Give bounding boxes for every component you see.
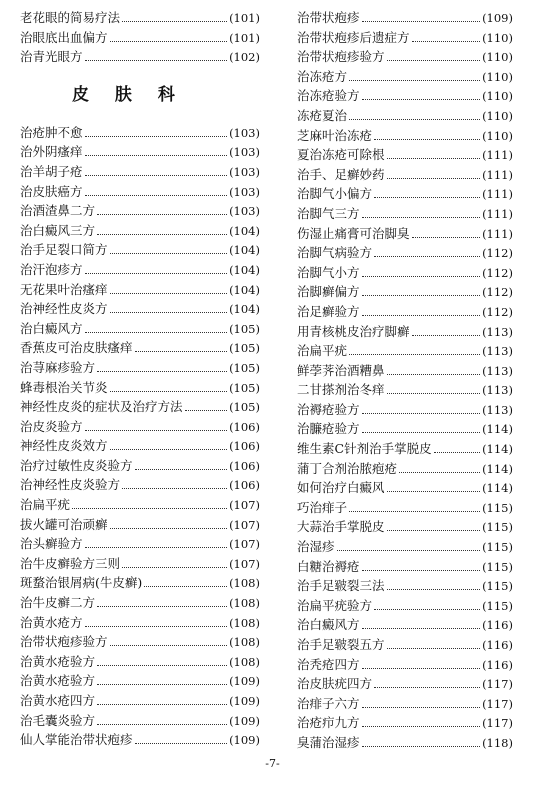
toc-entry <box>20 613 260 633</box>
toc-entry <box>20 515 260 535</box>
toc-entry <box>297 184 513 204</box>
toc-entry <box>20 397 260 417</box>
toc-entry <box>297 106 513 126</box>
entry-title: 伤湿止痛膏可治脚臭 <box>297 225 410 241</box>
dot-leader <box>362 668 481 669</box>
entry-page-number: (115) <box>482 598 513 613</box>
toc-entry <box>20 671 260 691</box>
entry-page-number: (108) <box>229 654 260 669</box>
entry-page-number: (103) <box>229 184 260 199</box>
entry-title: 芝麻叶治冻疮 <box>297 127 373 143</box>
entry-page-number: (117) <box>482 696 513 711</box>
toc-entry <box>20 162 260 182</box>
entry-page-number: (110) <box>482 89 513 104</box>
entry-page-number: (115) <box>482 559 513 574</box>
dot-leader <box>362 315 481 316</box>
dot-leader <box>97 684 227 685</box>
dot-leader <box>97 214 227 215</box>
toc-entry <box>20 182 260 202</box>
toc-entry <box>297 165 513 185</box>
entry-page-number: (104) <box>229 262 260 277</box>
toc-entry <box>297 322 513 342</box>
right-column <box>297 8 513 753</box>
entry-title: 治秃疮四方 <box>297 656 360 672</box>
entry-title: 治白癜风三方 <box>20 222 96 238</box>
entry-title: 维生素C针剂治手掌脱皮 <box>297 441 432 457</box>
entry-title: 蒲丁合剂治脓疱疮 <box>297 460 398 476</box>
toc-entry <box>297 478 513 498</box>
dot-leader <box>110 253 228 254</box>
dot-leader <box>362 295 481 296</box>
entry-page-number: (109) <box>229 713 260 728</box>
dot-leader <box>110 528 228 529</box>
entry-page-number: (115) <box>482 520 513 535</box>
dot-leader <box>97 234 227 235</box>
entry-title: 治疮肿不愈 <box>20 124 83 140</box>
entry-title: 仙人掌能治带状疱疹 <box>20 732 133 748</box>
toc-entry <box>20 28 260 48</box>
dot-leader <box>85 155 228 156</box>
entry-page-number: (108) <box>229 596 260 611</box>
entry-title: 冻疮夏治 <box>297 107 348 123</box>
dot-leader <box>362 99 481 100</box>
toc-entry <box>20 123 260 143</box>
toc-entry <box>297 733 513 753</box>
dot-leader <box>85 60 228 61</box>
entry-page-number: (106) <box>229 458 260 473</box>
dot-leader <box>85 136 228 137</box>
entry-title: 鲜荸荠治酒糟鼻 <box>297 362 385 378</box>
entry-title: 神经性皮炎的症状及治疗方法 <box>20 399 183 415</box>
entry-title: 治眼底出血偏方 <box>20 29 108 45</box>
dot-leader <box>85 195 228 196</box>
entry-page-number: (111) <box>482 148 513 163</box>
entry-title: 治手足皲裂三法 <box>297 578 385 594</box>
dot-leader <box>72 508 227 509</box>
page-number: -7- <box>265 757 280 770</box>
toc-entry <box>297 8 513 28</box>
entry-title: 治羊胡子疮 <box>20 163 83 179</box>
dot-leader <box>362 707 481 708</box>
dot-leader <box>387 374 481 375</box>
dot-leader <box>387 530 481 531</box>
dot-leader <box>362 217 481 218</box>
entry-title: 治黄水疮验方 <box>20 673 96 689</box>
entry-title: 治白癜风方 <box>297 617 360 633</box>
dot-leader <box>362 276 481 277</box>
toc-entry <box>297 713 513 733</box>
dot-leader <box>122 567 227 568</box>
entry-page-number: (114) <box>482 481 513 496</box>
dot-leader <box>85 332 228 333</box>
toc-entry <box>297 537 513 557</box>
dot-leader <box>399 472 480 473</box>
toc-entry <box>297 517 513 537</box>
toc-entry <box>20 632 260 652</box>
entry-title: 蜂毒根治关节炎 <box>20 379 108 395</box>
dot-leader <box>412 237 481 238</box>
entry-title: 治冻疮方 <box>297 68 348 84</box>
toc-entry <box>297 28 513 48</box>
entry-title: 治酒渣鼻二方 <box>20 203 96 219</box>
dot-leader <box>337 550 481 551</box>
toc-entry <box>20 436 260 456</box>
dot-leader <box>349 511 480 512</box>
toc-entry <box>297 635 513 655</box>
entry-title: 治神经性皮炎方 <box>20 301 108 317</box>
toc-entry <box>297 674 513 694</box>
toc-entry <box>20 593 260 613</box>
entry-page-number: (114) <box>482 422 513 437</box>
toc-entry <box>297 243 513 263</box>
entry-title: 治脚癣偏方 <box>297 284 360 300</box>
entry-title: 神经性皮炎效方 <box>20 438 108 454</box>
entry-page-number: (114) <box>482 461 513 476</box>
left-entries-bottom <box>20 123 260 750</box>
dot-leader <box>387 589 481 590</box>
entry-page-number: (115) <box>482 579 513 594</box>
dot-leader <box>349 354 480 355</box>
entry-page-number: (105) <box>229 400 260 415</box>
entry-title: 治冻疮验方 <box>297 88 360 104</box>
entry-page-number: (112) <box>482 246 513 261</box>
entry-title: 治皮肤癌方 <box>20 183 83 199</box>
entry-page-number: (111) <box>482 226 513 241</box>
toc-entry <box>20 534 260 554</box>
dot-leader <box>374 197 480 198</box>
entry-title: 夏治冻疮可除根 <box>297 147 385 163</box>
toc-entry <box>297 557 513 577</box>
toc-entry <box>297 224 513 244</box>
dot-leader <box>387 648 481 649</box>
dot-leader <box>387 491 481 492</box>
toc-entry <box>297 419 513 439</box>
entry-title: 治足癣验方 <box>297 303 360 319</box>
entry-title: 大蒜治手掌脱皮 <box>297 519 385 535</box>
entry-title: 治青光眼方 <box>20 49 83 65</box>
entry-page-number: (106) <box>229 419 260 434</box>
entry-title: 治疗过敏性皮炎验方 <box>20 457 133 473</box>
entry-title: 治手、足癣妙药 <box>297 166 385 182</box>
entry-title: 治脚气小偏方 <box>297 186 373 202</box>
dot-leader <box>85 547 228 548</box>
dot-leader <box>412 41 481 42</box>
toc-entry <box>20 691 260 711</box>
dot-leader <box>362 570 481 571</box>
entry-page-number: (104) <box>229 282 260 297</box>
entry-title: 治扁平疣 <box>20 497 71 513</box>
toc-entry <box>20 142 260 162</box>
dot-leader <box>135 469 228 470</box>
toc-entry <box>297 459 513 479</box>
toc-entry <box>297 282 513 302</box>
entry-page-number: (115) <box>482 500 513 515</box>
entry-page-number: (103) <box>229 204 260 219</box>
toc-entry <box>297 263 513 283</box>
entry-title: 治手足裂口简方 <box>20 242 108 258</box>
dot-leader <box>110 41 228 42</box>
entry-page-number: (106) <box>229 439 260 454</box>
entry-page-number: (111) <box>482 187 513 202</box>
dot-leader <box>110 293 228 294</box>
dot-leader <box>349 80 480 81</box>
dot-leader <box>374 256 480 257</box>
entry-title: 治疮疖九方 <box>297 715 360 731</box>
dot-leader <box>362 432 481 433</box>
entry-page-number: (108) <box>229 635 260 650</box>
entry-page-number: (105) <box>229 380 260 395</box>
toc-entry <box>297 576 513 596</box>
toc-entry <box>297 204 513 224</box>
dot-leader <box>110 391 228 392</box>
entry-page-number: (113) <box>482 383 513 398</box>
entry-page-number: (110) <box>482 128 513 143</box>
dot-leader <box>110 312 228 313</box>
entry-page-number: (117) <box>482 677 513 692</box>
entry-page-number: (109) <box>229 674 260 689</box>
entry-page-number: (115) <box>482 540 513 555</box>
dot-leader <box>362 628 481 629</box>
entry-page-number: (110) <box>482 30 513 45</box>
entry-page-number: (111) <box>482 167 513 182</box>
dot-leader <box>362 413 481 414</box>
left-entries-top <box>20 8 260 67</box>
entry-title: 治荨麻疹验方 <box>20 359 96 375</box>
toc-entry <box>20 495 260 515</box>
dot-leader <box>97 704 227 705</box>
entry-title: 治扁平疣验方 <box>297 597 373 613</box>
toc-entry <box>20 730 260 750</box>
toc-entry <box>20 338 260 358</box>
toc-entry <box>297 86 513 106</box>
toc-entry <box>297 615 513 635</box>
toc-entry <box>20 358 260 378</box>
entry-title: 如何治疗白癜风 <box>297 480 385 496</box>
toc-entry <box>20 280 260 300</box>
entry-page-number: (113) <box>482 344 513 359</box>
dot-leader <box>412 335 481 336</box>
dot-leader <box>110 449 228 450</box>
entry-page-number: (114) <box>482 442 513 457</box>
dot-leader <box>97 606 227 607</box>
entry-page-number: (106) <box>229 478 260 493</box>
entry-title: 治神经性皮炎验方 <box>20 477 121 493</box>
entry-page-number: (118) <box>482 735 513 750</box>
toc-entry <box>20 711 260 731</box>
entry-title: 治头癣验方 <box>20 536 83 552</box>
dot-leader <box>85 626 228 627</box>
entry-page-number: (112) <box>482 304 513 319</box>
entry-title: 治扁平疣 <box>297 343 348 359</box>
dot-leader <box>135 743 228 744</box>
entry-page-number: (105) <box>229 341 260 356</box>
entry-page-number: (109) <box>229 694 260 708</box>
entry-title: 治皮肤疣四方 <box>297 676 373 692</box>
toc-entry <box>297 361 513 381</box>
dot-leader <box>374 609 480 610</box>
dot-leader <box>374 687 480 688</box>
entry-page-number: (108) <box>229 615 260 630</box>
entry-title: 无花果叶治瘙痒 <box>20 281 108 297</box>
dot-leader <box>374 139 480 140</box>
entry-title: 治黄水疮四方 <box>20 693 96 708</box>
toc-entry <box>297 694 513 714</box>
dot-leader <box>434 452 480 453</box>
entry-page-number: (102) <box>229 50 260 65</box>
entry-page-number: (107) <box>229 537 260 552</box>
entry-page-number: (101) <box>229 30 260 45</box>
section-heading: 皮 肤 科 <box>72 84 185 105</box>
toc-entry <box>20 240 260 260</box>
toc-entry <box>297 145 513 165</box>
dot-leader <box>362 21 481 22</box>
dot-leader <box>387 60 481 61</box>
dot-leader <box>387 158 481 159</box>
toc-entry <box>20 475 260 495</box>
dot-leader <box>144 586 227 587</box>
right-entries <box>297 8 513 753</box>
entry-title: 治毛囊炎验方 <box>20 712 96 728</box>
toc-entry <box>20 573 260 593</box>
entry-title: 巧治痱子 <box>297 499 348 515</box>
entry-page-number: (103) <box>229 164 260 179</box>
entry-title: 治脚气病验方 <box>297 245 373 261</box>
entry-title: 治脚气小方 <box>297 264 360 280</box>
entry-title: 治外阴瘙痒 <box>20 144 83 160</box>
dot-leader <box>97 665 227 666</box>
entry-title: 治牛皮癣二方 <box>20 595 96 611</box>
toc-entry <box>297 302 513 322</box>
toc-entry <box>20 8 260 28</box>
toc-entry <box>20 319 260 339</box>
dot-leader <box>135 351 228 352</box>
entry-page-number: (105) <box>229 321 260 336</box>
dot-leader <box>85 273 228 274</box>
toc-entry <box>297 439 513 459</box>
entry-page-number: (113) <box>482 402 513 417</box>
entry-page-number: (104) <box>229 302 260 317</box>
toc-entry <box>297 380 513 400</box>
toc-entry <box>20 221 260 241</box>
entry-title: 治带状疱疹 <box>297 10 360 25</box>
entry-title: 治痱子六方 <box>297 695 360 711</box>
entry-title: 治褥疮验方 <box>297 401 360 417</box>
entry-title: 治皮炎验方 <box>20 418 83 434</box>
dot-leader <box>387 178 481 179</box>
entry-page-number: (109) <box>482 11 513 25</box>
entry-title: 斑蝥治银屑病(牛皮癣) <box>20 575 143 591</box>
toc-entry <box>20 47 260 67</box>
entry-title: 治脚气三方 <box>297 205 360 221</box>
toc-entry <box>20 201 260 221</box>
toc-entry <box>20 417 260 437</box>
left-column <box>20 8 260 750</box>
entry-title: 治手足皲裂五方 <box>297 637 385 652</box>
entry-title: 二甘搽剂治冬痒 <box>297 382 385 398</box>
entry-title: 治黄水疮方 <box>20 614 83 630</box>
dot-leader <box>85 430 228 431</box>
toc-entry <box>297 67 513 87</box>
dot-leader <box>349 119 480 120</box>
entry-page-number: (107) <box>229 498 260 513</box>
entry-page-number: (117) <box>482 716 513 731</box>
dot-leader <box>362 726 481 727</box>
entry-page-number: (110) <box>482 50 513 65</box>
dot-leader <box>85 175 228 176</box>
dot-leader <box>387 393 481 394</box>
entry-page-number: (113) <box>482 363 513 378</box>
toc-entry <box>297 47 513 67</box>
toc-entry <box>297 341 513 361</box>
dot-leader <box>122 21 227 22</box>
entry-page-number: (104) <box>229 243 260 258</box>
entry-page-number: (103) <box>229 125 260 140</box>
entry-page-number: (116) <box>482 618 513 633</box>
entry-title: 治带状疱疹验方 <box>297 49 385 65</box>
entry-page-number: (107) <box>229 517 260 532</box>
entry-page-number: (111) <box>482 206 513 221</box>
entry-page-number: (109) <box>229 733 260 748</box>
entry-title: 白糖治褥疮 <box>297 558 360 574</box>
entry-page-number: (108) <box>229 576 260 591</box>
entry-title: 臭蒲治湿疹 <box>297 734 360 750</box>
entry-title: 治带状疱疹验方 <box>20 634 108 650</box>
entry-page-number: (112) <box>482 265 513 280</box>
entry-page-number: (110) <box>482 108 513 123</box>
entry-page-number: (112) <box>482 285 513 300</box>
entry-page-number: (101) <box>229 11 260 25</box>
toc-entry <box>297 596 513 616</box>
entry-page-number: (116) <box>482 638 513 652</box>
entry-title: 治湿疹 <box>297 539 335 555</box>
dot-leader <box>185 410 228 411</box>
toc-entry <box>20 554 260 574</box>
entry-title: 拔火罐可治顽癣 <box>20 516 108 532</box>
entry-page-number: (103) <box>229 145 260 160</box>
entry-title: 治牛皮癣验方三则 <box>20 555 121 571</box>
entry-page-number: (113) <box>482 324 513 339</box>
toc-entry <box>20 260 260 280</box>
entry-page-number: (110) <box>482 69 513 84</box>
toc-entry <box>20 299 260 319</box>
toc-entry <box>297 126 513 146</box>
entry-title: 治白癜风方 <box>20 320 83 336</box>
toc-entry <box>297 400 513 420</box>
entry-title: 老花眼的简易疗法 <box>20 10 121 25</box>
toc-entry <box>297 498 513 518</box>
entry-page-number: (104) <box>229 223 260 238</box>
entry-page-number: (107) <box>229 556 260 571</box>
entry-title: 香蕉皮可治皮肤瘙痒 <box>20 340 133 356</box>
toc-entry <box>297 655 513 675</box>
entry-title: 治带状疱疹后遗症方 <box>297 29 410 45</box>
entry-title: 治黄水疮验方 <box>20 653 96 669</box>
entry-title: 用青核桃皮治疗脚癣 <box>297 323 410 339</box>
entry-page-number: (105) <box>229 360 260 375</box>
toc-entry <box>20 378 260 398</box>
dot-leader <box>362 746 481 747</box>
toc-entry <box>20 652 260 672</box>
dot-leader <box>97 371 227 372</box>
dot-leader <box>122 488 227 489</box>
dot-leader <box>97 724 227 725</box>
dot-leader <box>110 645 228 646</box>
entry-title: 治汗泡疹方 <box>20 261 83 277</box>
entry-title: 治臁疮验方 <box>297 421 360 437</box>
toc-entry <box>20 456 260 476</box>
entry-page-number: (116) <box>482 657 513 672</box>
